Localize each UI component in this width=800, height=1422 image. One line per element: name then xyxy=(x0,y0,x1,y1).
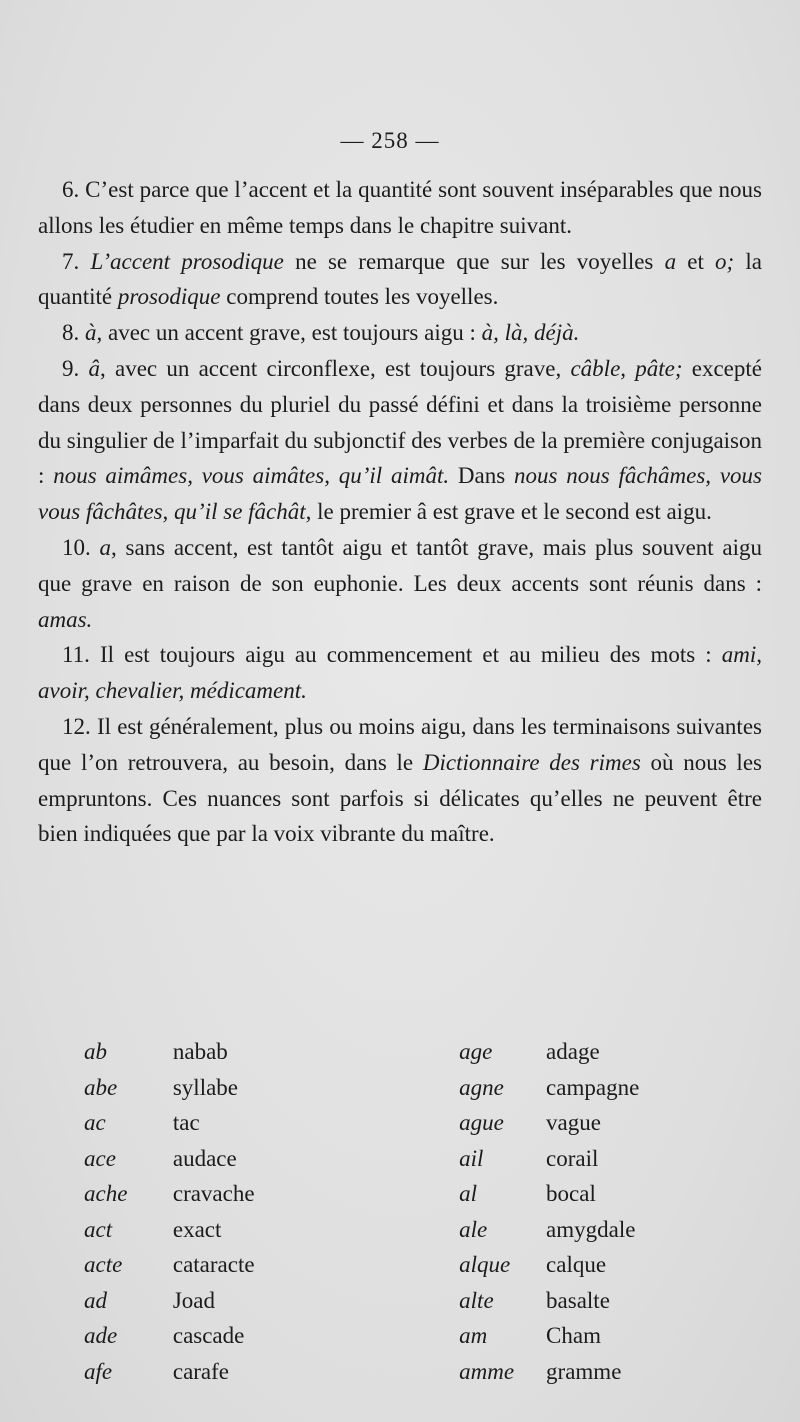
italic-text: à xyxy=(85,320,97,346)
rhyme-suffix: acte xyxy=(84,1252,123,1277)
text-run: 12. Il est généralement, plus ou moins aigu, dans les terminaisons suivantes que l’on retrouvera, au besoin, dans le xyxy=(38,713,762,775)
italic-text: câble, pâte; xyxy=(570,355,683,381)
italic-text: a xyxy=(664,248,677,274)
text-run: Dans xyxy=(449,463,514,489)
rhyme-table xyxy=(84,1034,704,1389)
rhyme-row xyxy=(84,1212,704,1248)
italic-text: amas. xyxy=(38,606,93,632)
page-number: — 258 — xyxy=(340,128,440,153)
rhyme-row xyxy=(84,1318,704,1354)
paragraph xyxy=(38,172,762,244)
rhyme-suffix: am xyxy=(459,1323,488,1348)
paragraph xyxy=(38,637,762,709)
text-run: le premier â est grave et le second est aigu. xyxy=(311,499,712,525)
paragraph xyxy=(38,315,762,351)
text-run: 7. xyxy=(62,248,91,274)
rhyme-suffix: ac xyxy=(84,1110,106,1135)
rhyme-example: cascade xyxy=(172,1323,245,1348)
paragraph xyxy=(38,244,762,316)
rhyme-row xyxy=(84,1283,704,1319)
rhyme-suffix: ale xyxy=(459,1216,488,1242)
italic-text: prosodique xyxy=(117,284,221,310)
text-run: 8. xyxy=(62,320,85,346)
text-run: comprend toutes les voyelles. xyxy=(220,284,499,310)
italic-text: nous aimâmes, vous aimâtes, qu’il aimât. xyxy=(53,463,450,489)
rhyme-example: cataracte xyxy=(172,1252,255,1277)
text-run: , sans accent, est tantôt aigu et tantôt grave, mais plus souvent aigu que grave en raison de son euphonie. Les deux accents sont réunis dans : xyxy=(38,534,763,596)
rhyme-suffix: age xyxy=(459,1039,493,1064)
italic-text: â xyxy=(88,355,100,381)
rhyme-suffix: ague xyxy=(459,1110,504,1135)
rhyme-row xyxy=(84,1070,704,1106)
italic-text: Dictionnaire des rimes xyxy=(422,749,641,775)
rhyme-example: carafe xyxy=(172,1358,230,1384)
italic-text: L’accent prosodique xyxy=(90,248,284,274)
rhyme-row xyxy=(84,1247,704,1283)
text-run: ne se remarque que sur les voyelles xyxy=(283,248,665,274)
rhyme-suffix: act xyxy=(84,1216,113,1242)
rhyme-suffix: ad xyxy=(84,1287,107,1313)
rhyme-suffix: alque xyxy=(459,1252,511,1277)
rhyme-suffix: ab xyxy=(84,1039,107,1064)
rhyme-suffix: ade xyxy=(84,1323,118,1348)
rhyme-suffix: al xyxy=(459,1181,478,1206)
rhyme-example: bocal xyxy=(546,1181,596,1206)
rhyme-example: gramme xyxy=(546,1358,622,1384)
text-run: excepté dans deux personnes du pluriel du passé défini et dans la troisième personne du singulier de l’imparfait du subjonctif des verbes de la première conjugaison : xyxy=(38,355,762,489)
italic-text: ami, avoir, chevalier, médicament. xyxy=(38,642,762,704)
rhyme-row xyxy=(84,1105,704,1141)
text-run: 11. Il est toujours aigu au commencement et au milieu des mots : xyxy=(62,642,722,668)
rhyme-suffix: ail xyxy=(459,1145,484,1171)
rhyme-example: cravache xyxy=(172,1181,255,1206)
text-run: et xyxy=(676,248,716,274)
rhyme-row xyxy=(84,1354,704,1390)
rhyme-example: amygdale xyxy=(546,1216,636,1242)
rhyme-example: nabab xyxy=(172,1039,228,1064)
text-run: , avec un accent grave, est toujours aigu : xyxy=(96,320,482,346)
rhyme-example: vague xyxy=(546,1110,601,1135)
text-run: 10. xyxy=(62,534,100,560)
rhyme-example: exact xyxy=(172,1216,222,1242)
rhyme-example: tac xyxy=(172,1110,200,1135)
rhyme-example: calque xyxy=(546,1252,607,1277)
rhyme-example: Cham xyxy=(546,1323,601,1348)
rhyme-example: basalte xyxy=(546,1287,610,1313)
text-run: 6. C’est parce que l’accent et la quantité sont souvent inséparables que nous allons les étudier en même temps dans le chapitre suivant. xyxy=(38,177,762,238)
rhyme-suffix: abe xyxy=(84,1074,118,1100)
paragraph xyxy=(38,709,762,852)
rhyme-example: audace xyxy=(172,1145,237,1171)
text-run: , avec un accent circonflexe, est toujours grave, xyxy=(100,355,571,381)
italic-text: à, là, déjà. xyxy=(481,320,580,346)
italic-text: o; xyxy=(715,248,735,274)
paragraph xyxy=(38,530,762,637)
rhyme-row xyxy=(84,1141,704,1177)
rhyme-suffix: ache xyxy=(84,1181,128,1206)
rhyme-example: adage xyxy=(546,1039,600,1064)
rhyme-suffix: alte xyxy=(459,1287,494,1313)
rhyme-example: Joad xyxy=(172,1287,216,1313)
rhyme-suffix: afe xyxy=(84,1358,113,1384)
paragraph xyxy=(38,351,762,530)
rhyme-row xyxy=(84,1176,704,1212)
rhyme-example: syllabe xyxy=(172,1074,239,1100)
text-run: la quantité xyxy=(38,248,763,310)
rhyme-row xyxy=(84,1034,704,1070)
italic-text: nous nous fâchâmes, vous vous fâchâtes, qu’il se fâchât, xyxy=(38,463,762,525)
italic-text: a xyxy=(99,534,111,560)
text-run: 9. xyxy=(62,355,89,381)
rhyme-suffix: ace xyxy=(84,1145,116,1171)
rhyme-example: corail xyxy=(546,1145,599,1171)
body-text xyxy=(38,172,762,852)
rhyme-example: campagne xyxy=(546,1074,640,1100)
text-run: où nous les empruntons. Ces nuances sont parfois si délicates qu’elles ne peuvent être bien indiquées que par la voix vibrante du maître. xyxy=(38,749,762,847)
rhyme-suffix: agne xyxy=(459,1074,504,1100)
rhyme-suffix: amme xyxy=(459,1358,515,1384)
